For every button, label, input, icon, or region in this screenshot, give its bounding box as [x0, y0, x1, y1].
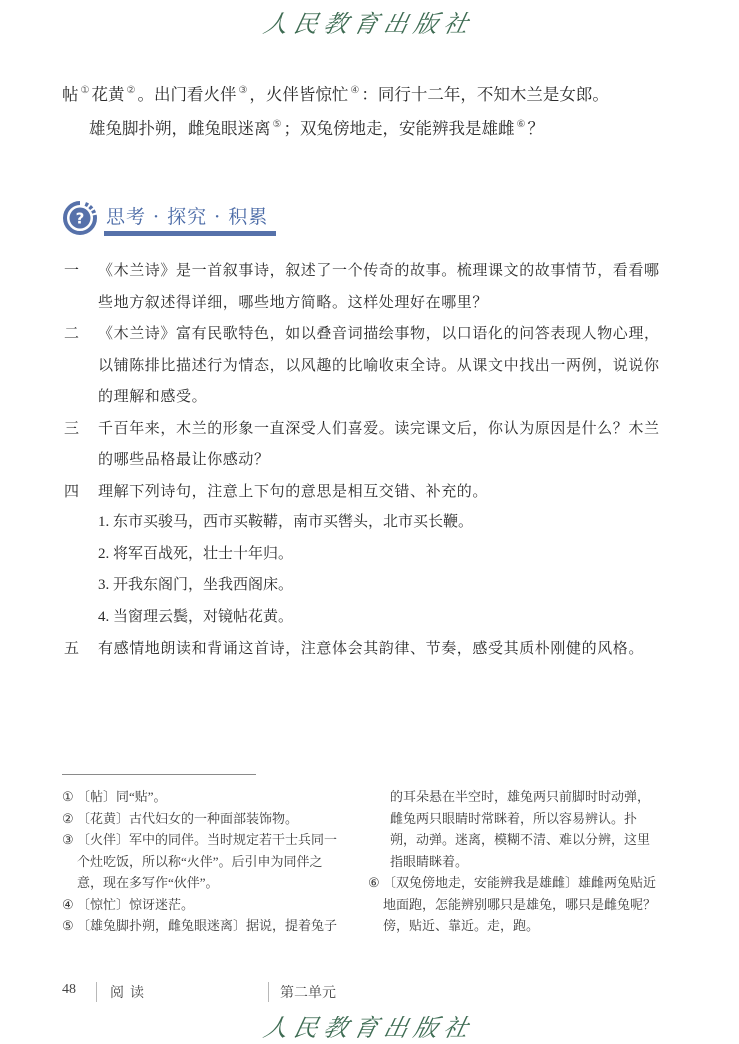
footnote-ref[interactable]: ④ [350, 85, 360, 96]
page-number: 48 [62, 982, 76, 997]
question-number: 三 [64, 418, 80, 437]
page-footer [0, 982, 739, 1004]
footnote-ref[interactable]: ⑤ [272, 119, 282, 130]
footnote-mark: ② [62, 810, 74, 826]
question-list [62, 255, 662, 665]
publisher-logo-footer: 人民教育出版社 [260, 1014, 477, 1042]
question-item [62, 413, 662, 476]
poem-text: 雄兔脚扑朔，雌兔眼迷离 [89, 119, 271, 138]
poem-text: ，火伴皆惊忙 [249, 85, 349, 104]
footnote-mark: ⑥ [368, 875, 380, 890]
verse-item: 3. 开我东阁门，坐我西阁床。 [98, 577, 294, 593]
footnote [62, 829, 346, 894]
poem-text: 花黄 [91, 85, 125, 104]
footnote-mark: ④ [62, 896, 74, 912]
poem-text: 。出门看火伴 [137, 85, 237, 104]
footnote-text: 〔双兔傍地走，安能辨我是雄雌〕雄雌两兔贴近地面跑，怎能辨别哪只是雄兔，哪只是雌兔呢？傍，贴近、靠近。走，跑。 [383, 875, 657, 933]
question-item [62, 318, 662, 413]
verse-list [98, 507, 662, 633]
footnote-text: 〔火伴〕军中的同伴。当时规定若干士兵同一个灶吃饭，所以称“火伴”。后引申为同伴之意，现在多写作“伙伴”。 [77, 832, 338, 890]
verse-item: 4. 当窗理云鬓，对镜帖花黄。 [98, 608, 294, 625]
footnote [62, 786, 346, 808]
poem-line-1 [62, 76, 682, 110]
section-title: 思考 · 探究 · 积累 [106, 206, 269, 228]
poem-text: ：同行十二年，不知木兰是女郎。 [361, 85, 609, 104]
footer-unit-label: 第二单元 [280, 986, 336, 1001]
section-header [62, 200, 282, 240]
footnote-ref[interactable]: ① [80, 85, 90, 96]
footnote-text: 〔帖〕同“贴”。 [77, 789, 167, 804]
footnote-text: 〔花黄〕古代妇女的一种面部装饰物。 [77, 810, 299, 826]
footnote-text: 〔惊忙〕惊讶迷茫。 [77, 896, 195, 912]
footnotes-left-column [62, 786, 346, 937]
poem-line-2 [62, 110, 682, 144]
question-item [62, 476, 662, 634]
footnote [62, 915, 346, 937]
footnote-mark: ③ [62, 832, 74, 847]
footnote [62, 894, 346, 916]
footnote-mark: ⑤ [62, 918, 74, 933]
question-mark-circle-icon [62, 200, 98, 236]
footer-section-label: 阅读 [110, 986, 150, 1001]
footnote-divider [62, 774, 256, 775]
question-item [62, 255, 662, 318]
question-number: 五 [64, 639, 80, 657]
publisher-logo-header: 人民教育出版社 [260, 10, 477, 38]
verse-item: 1. 东市买骏马，西市买鞍鞯，南市买辔头，北市买长鞭。 [98, 514, 474, 530]
footnote-mark: ① [62, 789, 74, 804]
question-text: 理解下列诗句，注意上下句的意思是相互交错、补充的。 [98, 481, 489, 500]
question-item [62, 633, 662, 665]
poem-text: ；双兔傍地走，安能辨我是雄雌 [283, 119, 515, 138]
footnote [62, 808, 346, 830]
poem-text: 帖 [62, 85, 79, 104]
footer-separator [268, 982, 269, 1002]
poem-text: ？ [527, 119, 544, 138]
footnotes-right-column [368, 786, 658, 937]
question-text: 《木兰诗》是一首叙事诗，叙述了一个传奇的故事。梳理课文的故事情节，看看哪些地方叙述得详细，哪些地方简略。这样处理好在哪里？ [98, 261, 660, 311]
question-number: 四 [64, 481, 80, 500]
question-text: 千百年来，木兰的形象一直深受人们喜爱。读完课文后，你认为原因是什么？木兰的哪些品格最让你感动？ [98, 418, 660, 468]
footnote [368, 872, 658, 937]
footnote-ref[interactable]: ② [126, 85, 136, 96]
svg-text:?: ? [75, 209, 85, 228]
section-underline [104, 231, 276, 236]
question-text: 《木兰诗》富有民歌特色，如以叠音词描绘事物，以口语化的问答表现人物心理，以铺陈排比描述行为情态，以风趣的比喻收束全诗。从课文中找出一两例，说说你的理解和感受。 [98, 324, 660, 405]
question-number: 二 [64, 324, 80, 342]
footnote-text: 〔雄兔脚扑朔，雌兔眼迷离〕据说，提着兔子 [77, 918, 338, 933]
footnote-ref[interactable]: ⑥ [516, 119, 526, 130]
question-text: 有感情地朗读和背诵这首诗，注意体会其韵律、节奏，感受其质朴刚健的风格。 [98, 639, 645, 657]
footer-separator [96, 982, 97, 1002]
verse-item: 2. 将军百战死，壮士十年归。 [98, 545, 294, 562]
footnote-ref[interactable]: ③ [238, 85, 248, 96]
footnote-continuation: 的耳朵悬在半空时，雄兔两只前脚时时动弹，雌兔两只眼睛时常眯着，所以容易辨认。扑朔，动弹。迷离，模糊不清、难以分辨，这里指眼睛眯着。 [390, 789, 651, 869]
poem-excerpt [62, 76, 682, 144]
question-number: 一 [64, 261, 80, 279]
